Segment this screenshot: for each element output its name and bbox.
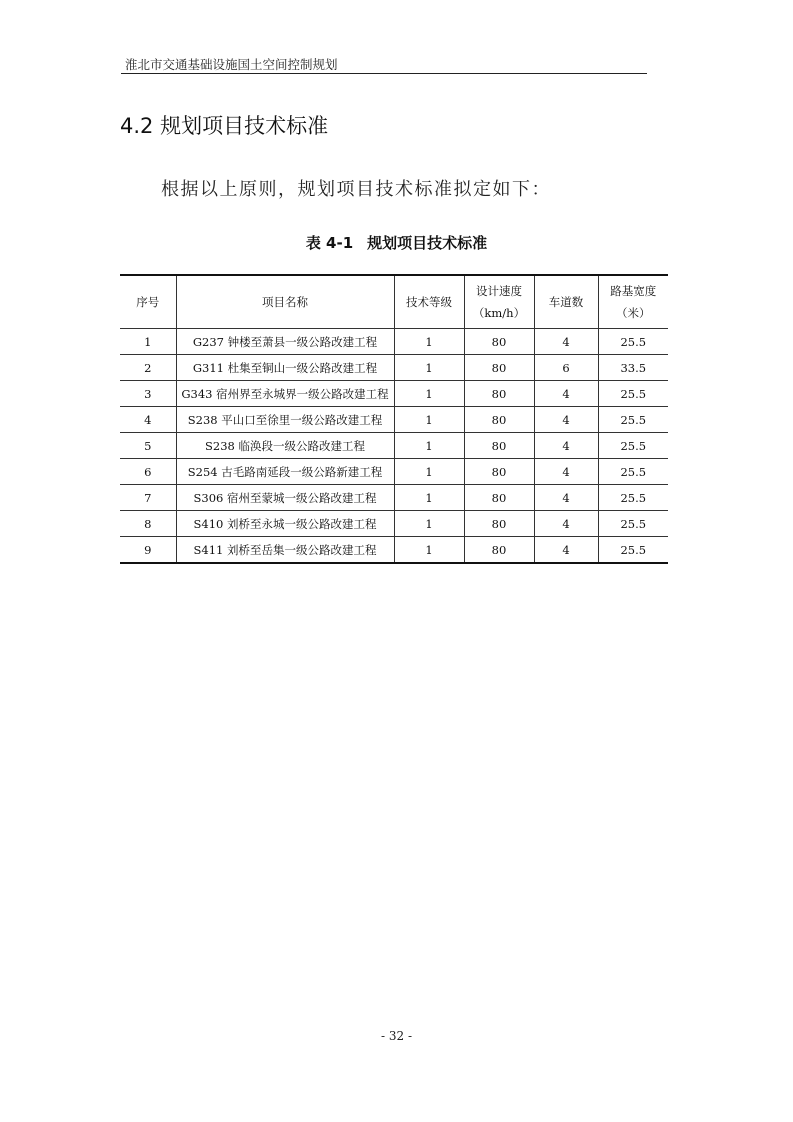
cell-lanes: 4 — [534, 485, 598, 511]
cell-lanes: 6 — [534, 355, 598, 381]
column-header-lanes — [534, 275, 598, 329]
column-header-no — [120, 275, 176, 329]
cell-width: 25.5 — [598, 459, 668, 485]
column-header-width-unit: （米） — [616, 306, 651, 320]
cell-project-name: S306 宿州至蒙城一级公路改建工程 — [176, 485, 394, 511]
table-row — [120, 511, 668, 537]
cell-speed: 80 — [464, 537, 534, 564]
cell-project-name: S410 刘桥至永城一级公路改建工程 — [176, 511, 394, 537]
cell-lanes: 4 — [534, 433, 598, 459]
standards-table — [120, 274, 668, 564]
column-header-grade-label: 技术等级 — [406, 295, 452, 309]
cell-speed: 80 — [464, 407, 534, 433]
cell-no: 8 — [120, 511, 176, 537]
cell-no: 2 — [120, 355, 176, 381]
running-header-title: 淮北市交通基础设施国土空间控制规划 — [125, 57, 338, 72]
cell-lanes: 4 — [534, 407, 598, 433]
cell-no: 9 — [120, 537, 176, 564]
cell-speed: 80 — [464, 433, 534, 459]
table-row — [120, 433, 668, 459]
cell-project-name: S411 刘桥至岳集一级公路改建工程 — [176, 537, 394, 564]
cell-lanes: 4 — [534, 511, 598, 537]
cell-lanes: 4 — [534, 459, 598, 485]
cell-speed: 80 — [464, 381, 534, 407]
table-row — [120, 537, 668, 564]
column-header-speed-label: 设计速度 — [476, 284, 522, 298]
cell-project-name: G237 钟楼至萧县一级公路改建工程 — [176, 329, 394, 355]
column-header-speed-unit: （km/h） — [472, 306, 526, 320]
cell-speed: 80 — [464, 459, 534, 485]
cell-width: 25.5 — [598, 433, 668, 459]
cell-grade: 1 — [394, 381, 464, 407]
cell-width: 25.5 — [598, 407, 668, 433]
cell-no: 3 — [120, 381, 176, 407]
table-row — [120, 355, 668, 381]
header-divider — [121, 73, 647, 74]
cell-grade: 1 — [394, 459, 464, 485]
cell-width: 33.5 — [598, 355, 668, 381]
cell-grade: 1 — [394, 485, 464, 511]
column-header-width-label: 路基宽度 — [610, 284, 657, 298]
table-caption — [0, 232, 793, 253]
table-caption-title: 规划项目技术标准 — [367, 234, 488, 252]
page-number: - 32 - — [380, 1029, 412, 1043]
column-header-speed — [464, 275, 534, 329]
cell-grade: 1 — [394, 433, 464, 459]
cell-width: 25.5 — [598, 511, 668, 537]
column-header-name-label: 项目名称 — [262, 295, 308, 309]
cell-grade: 1 — [394, 407, 464, 433]
cell-lanes: 4 — [534, 537, 598, 564]
table-row — [120, 407, 668, 433]
cell-speed: 80 — [464, 329, 534, 355]
table-caption-number: 表 4-1 — [305, 234, 354, 252]
cell-width: 25.5 — [598, 381, 668, 407]
cell-project-name: G311 杜集至铜山一级公路改建工程 — [176, 355, 394, 381]
cell-project-name: S238 临涣段一级公路改建工程 — [176, 433, 394, 459]
cell-grade: 1 — [394, 537, 464, 564]
cell-lanes: 4 — [534, 381, 598, 407]
cell-no: 1 — [120, 329, 176, 355]
table-row — [120, 459, 668, 485]
cell-project-name: S254 古毛路南延段一级公路新建工程 — [176, 459, 394, 485]
table-row — [120, 329, 668, 355]
cell-lanes: 4 — [534, 329, 598, 355]
cell-width: 25.5 — [598, 329, 668, 355]
cell-project-name: S238 平山口至徐里一级公路改建工程 — [176, 407, 394, 433]
cell-no: 5 — [120, 433, 176, 459]
cell-grade: 1 — [394, 355, 464, 381]
column-header-grade — [394, 275, 464, 329]
column-header-no-label: 序号 — [136, 295, 160, 309]
column-header-width — [598, 275, 668, 329]
table-row — [120, 381, 668, 407]
cell-grade: 1 — [394, 329, 464, 355]
cell-width: 25.5 — [598, 485, 668, 511]
cell-speed: 80 — [464, 355, 534, 381]
cell-no: 6 — [120, 459, 176, 485]
cell-width: 25.5 — [598, 537, 668, 564]
cell-speed: 80 — [464, 485, 534, 511]
column-header-name — [176, 275, 394, 329]
cell-no: 4 — [120, 407, 176, 433]
section-heading: 4.2 规划项目技术标准 — [120, 114, 329, 138]
cell-no: 7 — [120, 485, 176, 511]
cell-grade: 1 — [394, 511, 464, 537]
table-row — [120, 485, 668, 511]
column-header-lanes-label: 车道数 — [548, 295, 584, 309]
cell-speed: 80 — [464, 511, 534, 537]
table-header-row — [120, 275, 668, 329]
intro-paragraph: 根据以上原则，规划项目技术标准拟定如下： — [161, 179, 551, 200]
cell-project-name: G343 宿州界至永城界一级公路改建工程 — [176, 381, 394, 407]
